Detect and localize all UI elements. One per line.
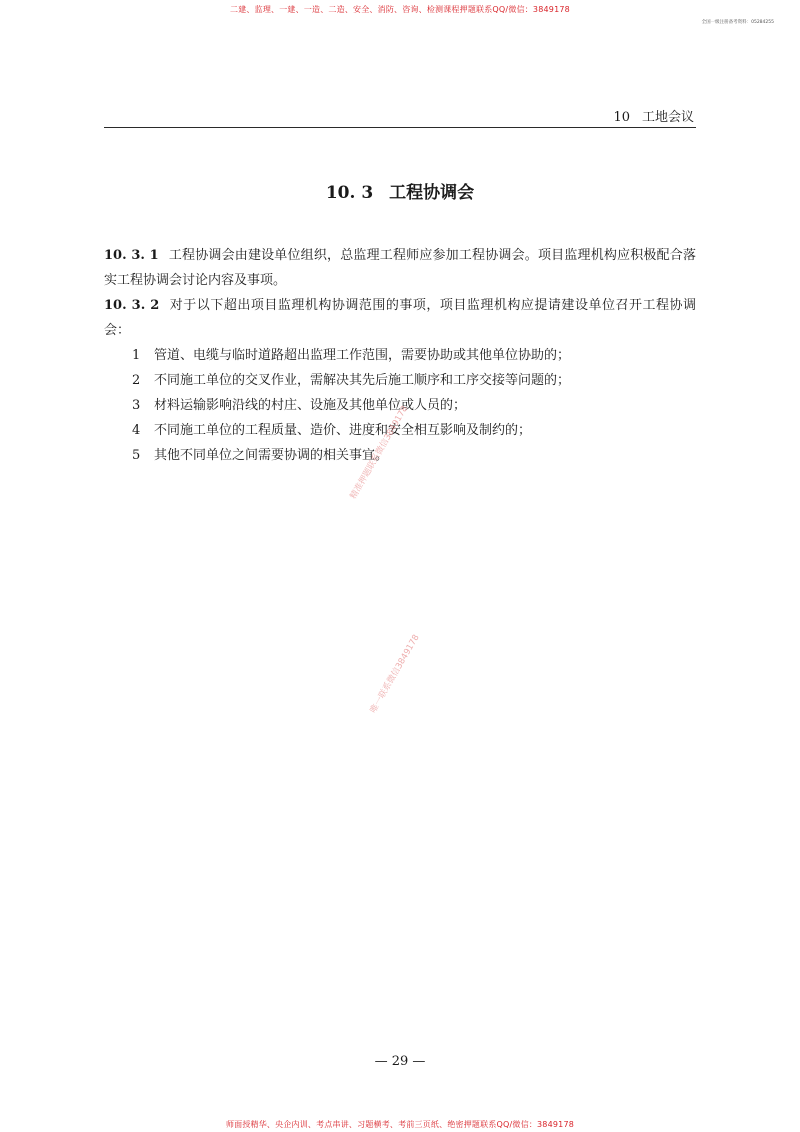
running-header bbox=[613, 106, 694, 125]
list-item-text: 材料运输影响沿线的村庄、设施及其他单位或人员的； bbox=[154, 398, 467, 413]
list-item-text: 不同施工单位的工程质量、造价、进度和安全相互影响及制约的； bbox=[154, 423, 532, 438]
list-item-text: 其他不同单位之间需要协调的相关事宜。 bbox=[154, 448, 389, 463]
section-heading: 工程协调会 bbox=[389, 183, 475, 203]
list-item bbox=[104, 343, 696, 368]
clause-10-3-1 bbox=[104, 243, 696, 293]
list-item-number: 5 bbox=[132, 448, 141, 463]
top-promo-banner: 二建、监理、一建、一造、二造、安全、消防、咨询、检测课程押题联系QQ/微信：3849178 bbox=[230, 5, 570, 14]
watermark: 精准押题联系微信3849178 bbox=[348, 404, 411, 501]
list-item-text: 不同施工单位的交叉作业，需解决其先后施工顺序和工序交接等问题的； bbox=[154, 373, 571, 388]
list-item-number: 4 bbox=[132, 423, 141, 438]
corner-note: 全国一级注册备考资料：05284255 bbox=[701, 20, 774, 25]
body-text bbox=[104, 243, 696, 468]
chapter-number: 10 bbox=[613, 110, 630, 125]
chapter-title: 工地会议 bbox=[641, 110, 694, 125]
list-item bbox=[104, 443, 696, 468]
section-title bbox=[0, 178, 800, 203]
list-item-number: 2 bbox=[132, 373, 141, 388]
watermark: 唯一联系微信3849178 bbox=[368, 633, 422, 715]
list-item-text: 管道、电缆与临时道路超出监理工作范围，需要协助或其他单位协助的； bbox=[154, 348, 571, 363]
list-item bbox=[104, 368, 696, 393]
page-number: — 29 — bbox=[374, 1054, 426, 1069]
section-number: 10. 3 bbox=[325, 183, 374, 203]
clause-number: 10. 3. 2 bbox=[104, 298, 160, 313]
clause-text: 对于以下超出项目监理机构协调范围的事项，项目监理机构应提请建设单位召开工程协调会： bbox=[104, 298, 696, 338]
bottom-promo-banner: 师面授精华、央企内训、考点串讲、习题横考、考前三页纸、绝密押题联系QQ/微信：3849178 bbox=[225, 1120, 575, 1129]
list-item-number: 3 bbox=[132, 398, 141, 413]
clause-number: 10. 3. 1 bbox=[104, 248, 159, 263]
list-item-number: 1 bbox=[132, 348, 141, 363]
header-rule bbox=[104, 127, 696, 128]
clause-text: 工程协调会由建设单位组织，总监理工程师应参加工程协调会。项目监理机构应积极配合落实工程协调会讨论内容及事项。 bbox=[104, 248, 696, 288]
clause-10-3-2 bbox=[104, 293, 696, 343]
